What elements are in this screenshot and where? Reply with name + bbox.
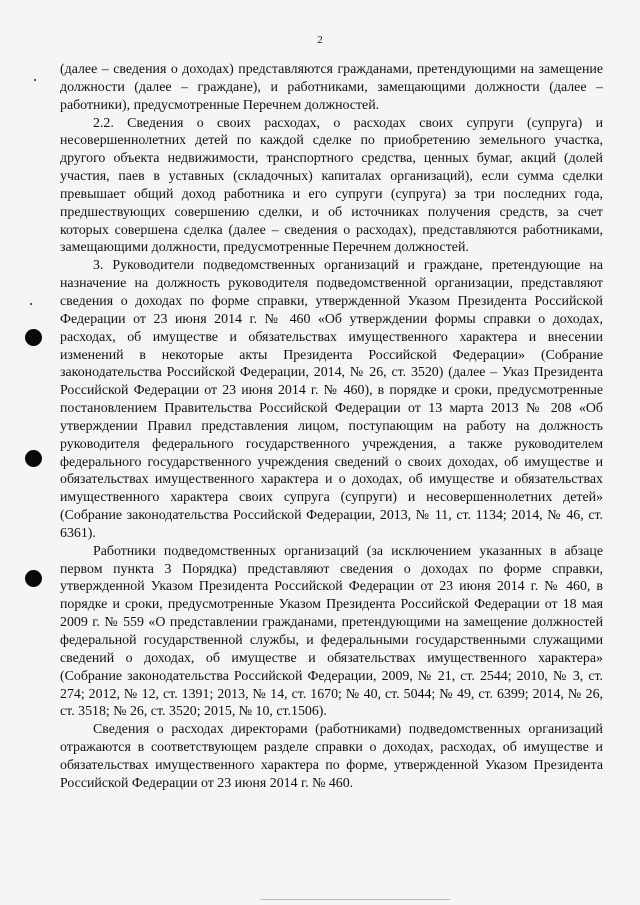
punch-hole-middle (25, 450, 42, 467)
paragraph-continuation: (далее – сведения о доходах) представляются гражданами, претендующими на замещение должности (далее – граждане), и работниками, замещающими должности (далее – работники), предусмотренные Перечнем должностей. (60, 62, 603, 113)
page-number: 2 (317, 34, 323, 46)
scan-speck (30, 303, 32, 305)
scan-edge-line (260, 899, 450, 900)
paragraph-employees: Работники подведомственных организаций (за исключением указанных в абзаце первом пункта 3 Порядка) представляют сведения о доходах по форме справки, утвержденной Указом Президента Российской Федерации от 23 июня 2014 г. № 460, в порядке и сроки, предусмотренные Указом Президента Российской Федерации от 18 мая 2009 г. № 559 «О представлении гражданами, претендующими на замещение должностей федеральной государственной службы, и федеральными государственными служащими сведений о доходах, об имуществе и обязательствах имущественного характера» (Собрание законодательства Российской Федерации, 2009, № 21, ст. 2544; 2010, № 3, ст. 274; 2012, № 12, ст. 1391; 2013, № 14, ст. 1670; № 40, ст. 5044; № 49, ст. 6399; 2014, № 26, ст. 3518; № 26, ст. 3520; 2015, № 10, ст.1506). (60, 543, 603, 720)
punch-hole-bottom (25, 570, 42, 587)
paragraph-expenses: Сведения о расходах директорами (работниками) подведомственных организаций отражаются в соответствующем разделе справки о доходах, расходах, об имуществе и обязательствах имущественного характера по форме, утвержденной Указом Президента Российской Федерации от 23 июня 2014 г. № 460. (60, 722, 603, 791)
scan-speck (34, 79, 36, 81)
punch-hole-top (25, 329, 42, 346)
paragraph-3: 3. Руководители подведомственных организаций и граждане, претендующие на назначение на должность руководителя подведомственной организации, представляют сведения о доходах по форме справки, утвержденной Указом Президента Российской Федерации от 23 июня 2014 г. № 460 «Об утверждении формы справки о доходах, расходах, об имуществе и обязательствах имущественного характера и внесении изменений в некоторые акты Президента Российской Федерации» (Собрание законодательства Российской Федерации, 2014, № 26, ст. 3520) (далее – Указ Президента Российской Федерации от 23 июня 2014 г. № 460), в порядке и сроки, предусмотренные постановлением Правительства Российской Федерации от 13 марта 2013 № 208 «Об утверждении Правил представления лицом, поступающим на работу на должность руководителя федерального государственного учреждения, а также руководителем федерального государственного учреждения сведений о своих доходах, об имуществе и обязательствах имущественного характера и о доходах, об имуществе и обязательствах имущественного характера своих супруга (супруги) и несовершеннолетних детей» (Собрание законодательства Российской Федерации, 2013, № 11, ст. 1134; 2014, № 46, ст. 6361). (60, 258, 603, 541)
document-body (60, 61, 603, 793)
paragraph-2-2: 2.2. Сведения о своих расходах, о расходах своих супруги (супруга) и несовершеннолетних детей по каждой сделке по приобретению земельного участка, другого объекта недвижимости, транспортного средства, ценных бумаг, акций (долей участия, паев в уставных (складочных) капиталах организаций), если сумма сделки превышает общий доход работника и его супруги (супруга) за три последних года, предшествующих совершению сделки, и об источниках получения средств, за счет которых совершена сделка (далее – сведения о расходах), представляются работниками, замещающими должности, предусмотренные Перечнем должностей. (60, 115, 603, 256)
